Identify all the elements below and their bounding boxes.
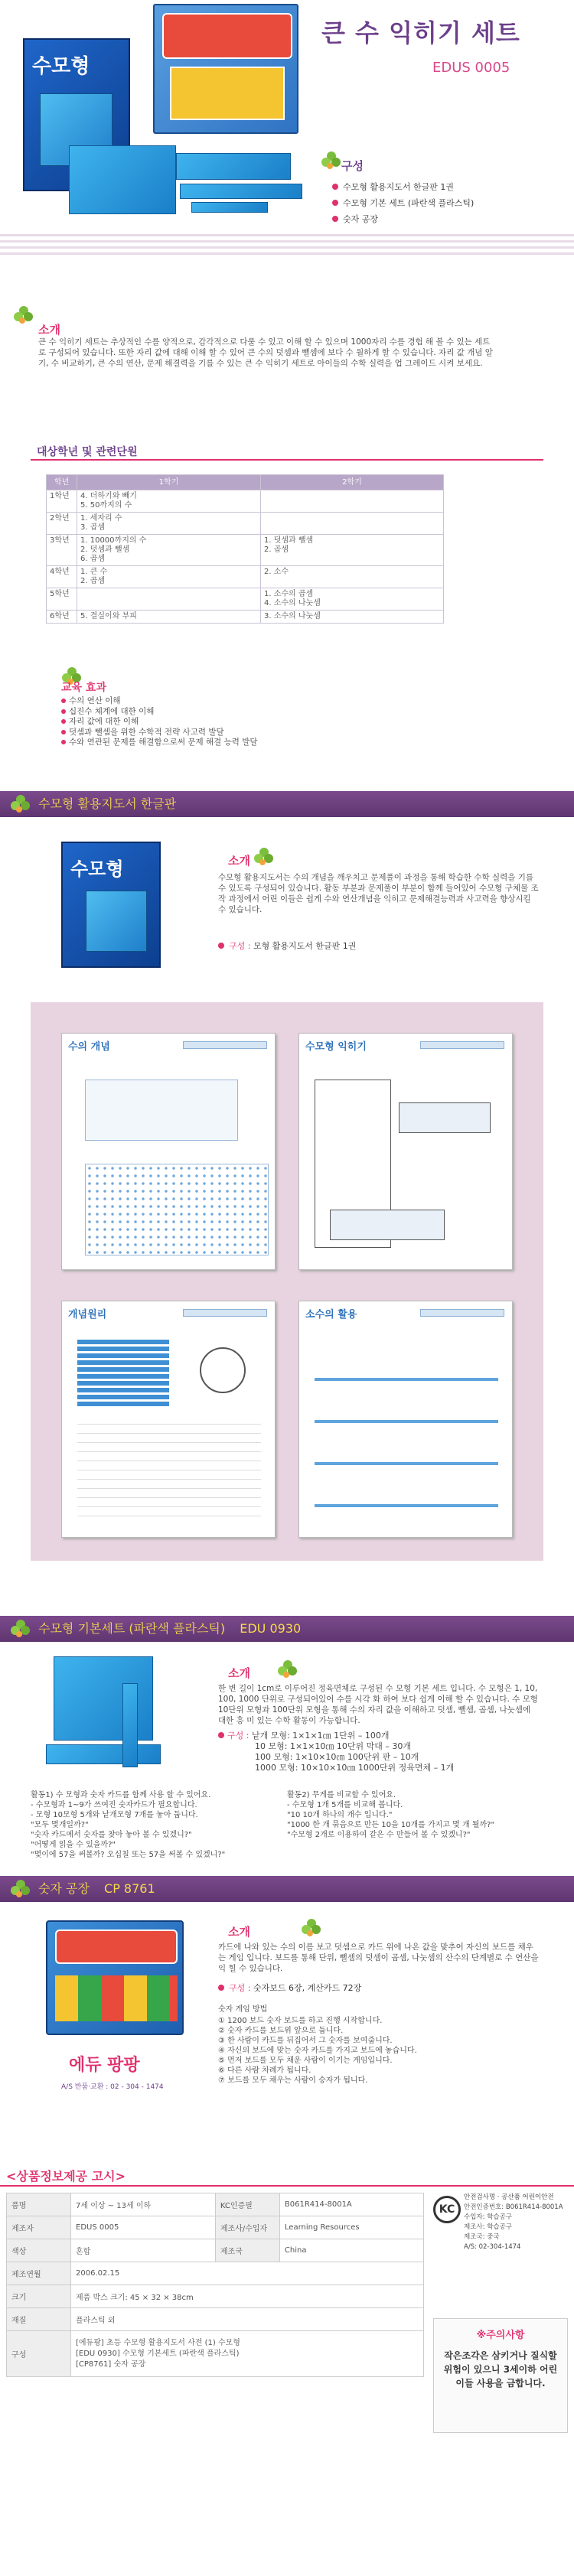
composition-item: 수모형 활용지도서 한글판 1권: [332, 179, 454, 195]
grades-heading-bar: [31, 442, 543, 461]
bullet-icon: [218, 1732, 224, 1738]
section-bar-guidebook: [0, 791, 574, 817]
section-bar-title: 수모형 활용지도서 한글판: [38, 796, 177, 811]
guidebook-text: 수모형 활용지도서는 수의 개념을 깨우치고 문제풀이 과정을 통해 학습한 수학 실력을 기를 수 있도록 구성되어 있습니다. 활동 부분과 문제풀이 부분이 함께 들어있어 수모형 구체물 조작 과정에서 어린 이들은 쉽게 수와 연산개념을 익히고 문제해결능력과 사고력을 향상시킬 수 있습니다.: [218, 873, 539, 914]
product-info-heading: <상품정보제공 고시>: [6, 2169, 126, 2184]
grades-heading: 대상학년 및 관련단원: [37, 446, 138, 458]
worksheet-title: 개념원리: [68, 1309, 107, 1321]
hundred-flat: [46, 1744, 161, 1764]
table-row: 2학년 1. 세자리 수 3. 곱셈: [47, 513, 444, 535]
clover-icon: [14, 306, 34, 326]
as-contact: A/S 반품·교환 : 02 - 304 - 1474: [61, 2083, 164, 2091]
thousand-cube: [69, 145, 176, 214]
number-factory-box: [46, 1920, 184, 2035]
grades-col-header: 1학기: [77, 475, 261, 490]
guidebook-composition: 구성 : 모형 활용지도서 한글판 1권: [218, 938, 356, 954]
bullet-icon: [332, 184, 338, 190]
base-ten-composition: 구성 : 낱개 모형: 1×1×1㎝ 1단위 – 100개 10 모형: 1×1×10㎝ 10단위 막대 – 30개 100 모형: 1×10×10㎝ 100단위 판 – 10개 1000 모형: 10×10×10㎝ 1000단위 정육면체 – 1개: [218, 1731, 540, 1773]
clover-icon: [321, 151, 341, 171]
composition-item: 숫자 공장: [332, 211, 378, 227]
worksheet-title: 수모형 익히기: [305, 1041, 367, 1053]
list-item: 덧셈과 뺄셈을 위한 수학적 전략 사고력 발달: [61, 728, 367, 738]
clover-icon: [11, 1880, 31, 1900]
section-bar-number-factory: [0, 1876, 574, 1902]
intro-heading: 소개: [38, 323, 60, 337]
guidebook-heading: 소개: [228, 854, 250, 868]
worksheet-page: [298, 1033, 513, 1270]
section-bar-title: 수모형 기본세트 (파란색 플라스틱): [38, 1621, 226, 1636]
section-bar-code: EDU 0930: [240, 1621, 302, 1636]
section-bar-title: 숫자 공장: [38, 1881, 90, 1896]
table-row: 구성 [에듀팡] 초등 수모형 활용지도서 사전 (1) 수모형 [EDU 0930] 수모형 기본세트 (파란색 플라스틱) [CP8761] 숫자 공장: [7, 2331, 424, 2377]
clover-icon: [254, 848, 274, 868]
hundred-flat: [176, 153, 291, 180]
worksheet-header-bar: [183, 1041, 267, 1049]
activity-left: 활동1) 수 모형과 숫자 카드를 함께 사용 할 수 있어요. - 수모형과 1~9가 쓰여진 숫자카드가 필요합니다. - 모형 10모형 5개와 낱개모형 7개를 놓아 둡니다. "모두 몇개일까?" "숫자 카드에서 숫자를 찾아 놓아 볼 수 있겠니?" "어떻게 읽을 수 있을까?" "몇이에 57을 써볼까? 오십칠 또는 57을 써볼 수 있겠니?": [31, 1791, 226, 1859]
intro-text: 큰 수 익히기 세트는 추상적인 수를 양적으로, 감각적으로 다룰 수 있고 이해 할 수 있으며 1000자리 수를 경험 해 볼 수 있는 세트로 구성되어 있습니다. 또한 자리 값에 대해 이해 할 수 있어 큰 수의 덧셈과 뺄셈에 보다 수 월하게 할 수 있습니다. 자리 값 개념 알기, 수 비교하기, 큰 수의 연산, 문제 해결력을 기를 수 있는 큰 수 익히기 세트로 아이들의 수학 실력을 업 그레이드 시켜 보세요.: [38, 337, 493, 368]
clover-icon: [302, 1919, 321, 1939]
grades-col-header: 학년: [47, 475, 77, 490]
staff-lines: [0, 230, 574, 260]
effects-list: [61, 696, 367, 748]
product-code: EDUS 0005: [432, 60, 510, 76]
clover-icon: [278, 1660, 298, 1680]
table-row: 5학년 1. 소수의 곱셈 4. 소수의 나눗셈: [47, 588, 444, 611]
base-ten-text: 한 변 길이 1cm로 이루어진 정육면체로 구성된 수 모형 기본 세트 입니다. 수 모형은 1, 10, 100, 1000 단위로 구성되어있어 수를 시각 화 하여 보다 쉽게 이해 할 수 있습니다. 수 모형 10단위 모형과 100단위 모형을 통해 수의 자리 값을 이해하고 덧셈, 뺄셈, 곱셈, 나눗셈에 대한 흥 미 있는 수학 활동이 가능합니다.: [218, 1684, 538, 1725]
product-info-table: [6, 2193, 424, 2377]
number-factory-text: 카드에 나와 있는 수의 이름 보고 덧셈으로 카드 위에 나온 값을 맞추어 자신의 보드를 채우는 게임 입니다. 보드를 통해 단위, 뺄셈의 덧셈이 곱셈, 나눗셈의 산수의 단계별로 수 연산을 익 힐 수 있습니다.: [218, 1943, 539, 1973]
page-title: 큰 수 익히기 세트: [321, 18, 520, 47]
bullet-icon: [218, 943, 224, 949]
base-ten-heading: 소개: [228, 1666, 250, 1680]
game-rules-title: 숫자 게임 방법: [218, 2005, 268, 2014]
game-rules: 숫자 게임 방법 ① 1200 보드 숫자 보드를 하고 진행 시작합니다. ② 숫자 카드를 보드위 앞으로 둡니다. ③ 한 사람이 카드를 뒤집어서 그 숫자를 보여줍니다. ④ 자신의 보드에 맞는 숫자 카드를 가지고 보드에 놓습니다. ⑤ 먼저 보드를 모두 채운 사람이 이기는 게임입니다. ⑥ 다른 사람 차례가 됩니다. ⑦ 보드를 모두 채우는 사람이 승자가 됩니다.: [218, 2004, 540, 2086]
composition-item: 수모형 기본 세트 (파란색 플라스틱): [332, 195, 474, 211]
worksheet-title: 수의 개념: [68, 1041, 110, 1053]
number-factory-composition: 구성 : 숫자보드 6장, 계산카드 72장: [218, 1980, 361, 1996]
table-row: 4학년 1. 큰 수 2. 곱셈 2. 소수: [47, 566, 444, 588]
grades-col-header: 2학기: [261, 475, 444, 490]
table-row: 제조연월 2006.02.15: [7, 2262, 424, 2285]
number-factory-heading: 소개: [228, 1925, 250, 1939]
composition-box: [321, 151, 566, 228]
caution-title: ※주의사항: [476, 2330, 525, 2341]
table-row: 색상 혼합 제조국 China: [7, 2239, 424, 2262]
list-item: 수의 연산 이해: [61, 696, 367, 707]
section-bar-base-ten: [0, 1616, 574, 1642]
table-row: 크기 제품 박스 크기: 45 × 32 × 38cm: [7, 2285, 424, 2308]
guidebook-cover-title: 수모형: [70, 858, 124, 880]
worksheet-page: [61, 1301, 276, 1538]
book-cover-title: 수모형: [32, 55, 90, 78]
table-row: 3학년 1. 10000까지의 수 2. 덧셈과 뺄셈 6. 곱셈 1. 덧셈과 뺄셈 2. 곱셈: [47, 535, 444, 566]
kc-info: 안전검사명 · 공산품 어린이안전 안전인증번호: B061R414-8001A 수입자: 학습공구 제조사: 학습공구 제조국: 중국 A/S: 02-304-1474: [464, 2193, 563, 2251]
worksheet-title: 소수의 활용: [305, 1309, 357, 1321]
bullet-icon: [218, 1985, 224, 1991]
table-row: 제조자 EDUS 0005 제조사/수입자 Learning Resources: [7, 2216, 424, 2239]
grades-table: [46, 474, 444, 624]
caution-text: 작은조각은 삼키거나 질식할 위험이 있으니 3세이하 어린이들 사용을 금합니다.: [443, 2350, 558, 2389]
table-row: 1학년 4. 더하기와 빼기 5. 50까지의 수: [47, 490, 444, 513]
ten-rods: [180, 184, 302, 199]
brand-logo: [61, 2050, 176, 2096]
clover-icon: [11, 795, 31, 815]
thousand-cube: [54, 1656, 153, 1741]
hero: [0, 0, 574, 230]
kc-mark: KC: [433, 2196, 461, 2223]
brand-name: 에듀 팡팡: [69, 2056, 140, 2075]
guidebook-cover: [61, 842, 161, 968]
list-item: 십진수 체계에 대한 이해: [61, 707, 367, 718]
unit-cubes: [191, 202, 268, 213]
worksheet-header-bar: [420, 1041, 504, 1049]
table-row: 6학년 5. 결실이와 부피 3. 소수의 나눗셈: [47, 611, 444, 624]
worksheet-header-bar: [420, 1309, 504, 1317]
bullet-icon: [332, 216, 338, 222]
table-row: 재질 플라스틱 외: [7, 2308, 424, 2331]
section-bar-code: CP 8761: [104, 1881, 155, 1896]
worksheet-page: [298, 1301, 513, 1538]
worksheet-header-bar: [183, 1309, 267, 1317]
worksheet-page: [61, 1033, 276, 1270]
composition-heading: 구성: [341, 159, 364, 173]
list-item: 자리 값에 대한 이해: [61, 717, 367, 728]
worksheet-panel: [31, 1002, 543, 1561]
clover-icon: [11, 1620, 31, 1640]
activity-right: 활동2) 무게를 비교할 수 있어요. - 수모형 1개 5개를 비교해 봅니다. "10 10개 하나의 개수 입니다." "1000 한 개 묶음으로 만든 10을 10개를 가지고 몇 개 될까?" "수모형 2개로 이용하여 같은 수 만들어 볼 수 있겠니?": [287, 1791, 495, 1839]
game-box-image: [153, 4, 298, 134]
table-row: 품명 7세 이상 ~ 13세 이하 KC인증필 B061R414-8001A: [7, 2193, 424, 2216]
ten-rods: [122, 1683, 138, 1767]
list-item: 수와 연관된 문제를 해결함으로써 문제 해결 능력 발달: [61, 738, 367, 748]
caution-box: [433, 2318, 568, 2433]
effects-heading: 교육 효과: [61, 682, 106, 694]
bullet-icon: [332, 200, 338, 206]
